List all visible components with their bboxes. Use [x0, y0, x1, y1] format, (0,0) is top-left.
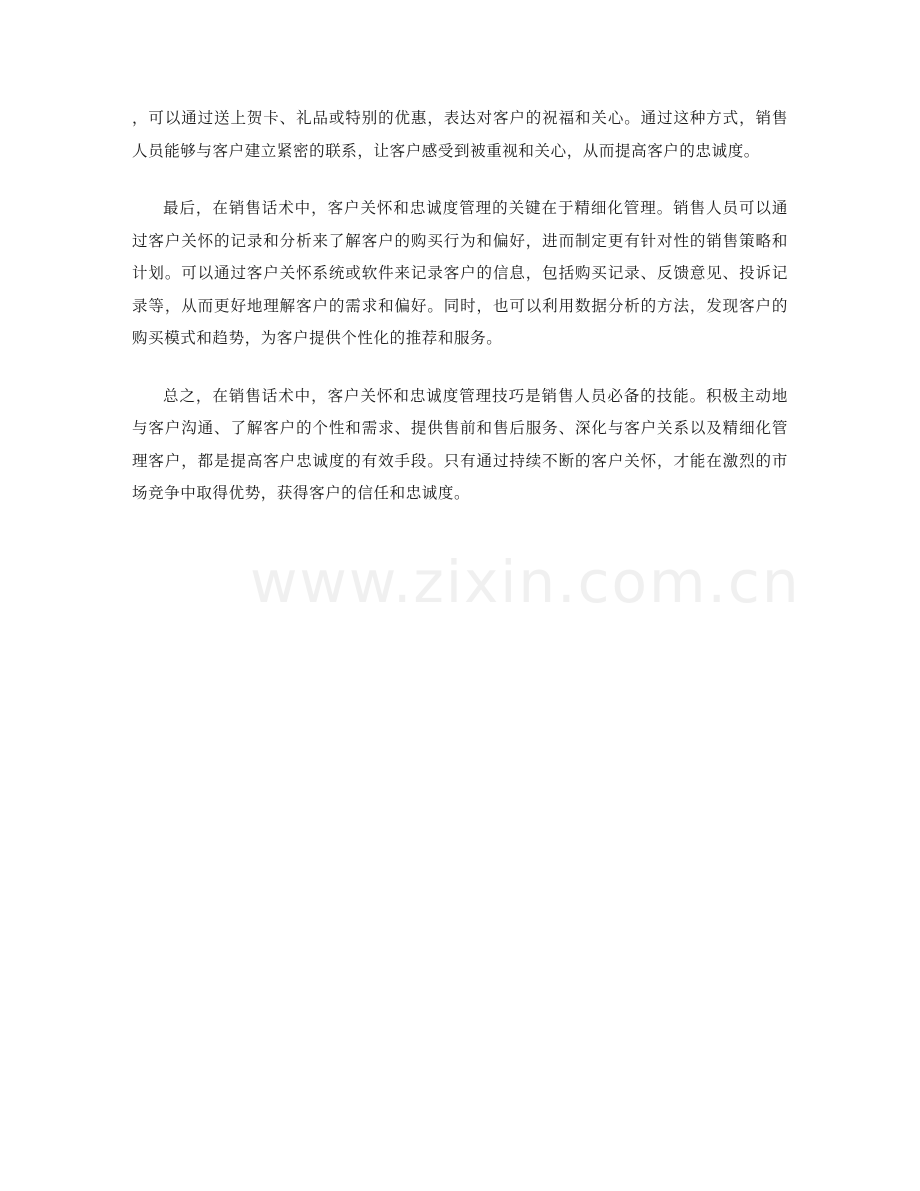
paragraph-conclusion: 总之，在销售话术中，客户关怀和忠诚度管理技巧是销售人员必备的技能。积极主动地与客户沟通、了解客户的个性和需求、提供售前和售后服务、深化与客户关系以及精细化管理客户，都是提高客户忠诚度的有效手段。只有通过持续不断的客户关怀，才能在激烈的市场竞争中取得优势，获得客户的信任和忠诚度。 — [132, 386, 788, 502]
paragraph-finally: 最后，在销售话术中，客户关怀和忠诚度管理的关键在于精细化管理。销售人员可以通过客户关怀的记录和分析来了解客户的购买行为和偏好，进而制定更有针对性的销售策略和计划。可以通过客户关怀系统或软件来记录客户的信息，包括购买记录、反馈意见、投诉记录等，从而更好地理解客户的需求和偏好。同时，也可以利用数据分析的方法，发现客户的购买模式和趋势，为客户提供个性化的推荐和服务。 — [132, 199, 788, 347]
watermark: www.zixin.com.cn — [250, 548, 801, 616]
paragraph-continuation: ，可以通过送上贺卡、礼品或特别的优惠，表达对客户的祝福和关心。通过这种方式，销售人员能够与客户建立紧密的联系，让客户感受到被重视和关心，从而提高客户的忠诚度。 — [132, 109, 788, 160]
document-body — [132, 102, 788, 535]
